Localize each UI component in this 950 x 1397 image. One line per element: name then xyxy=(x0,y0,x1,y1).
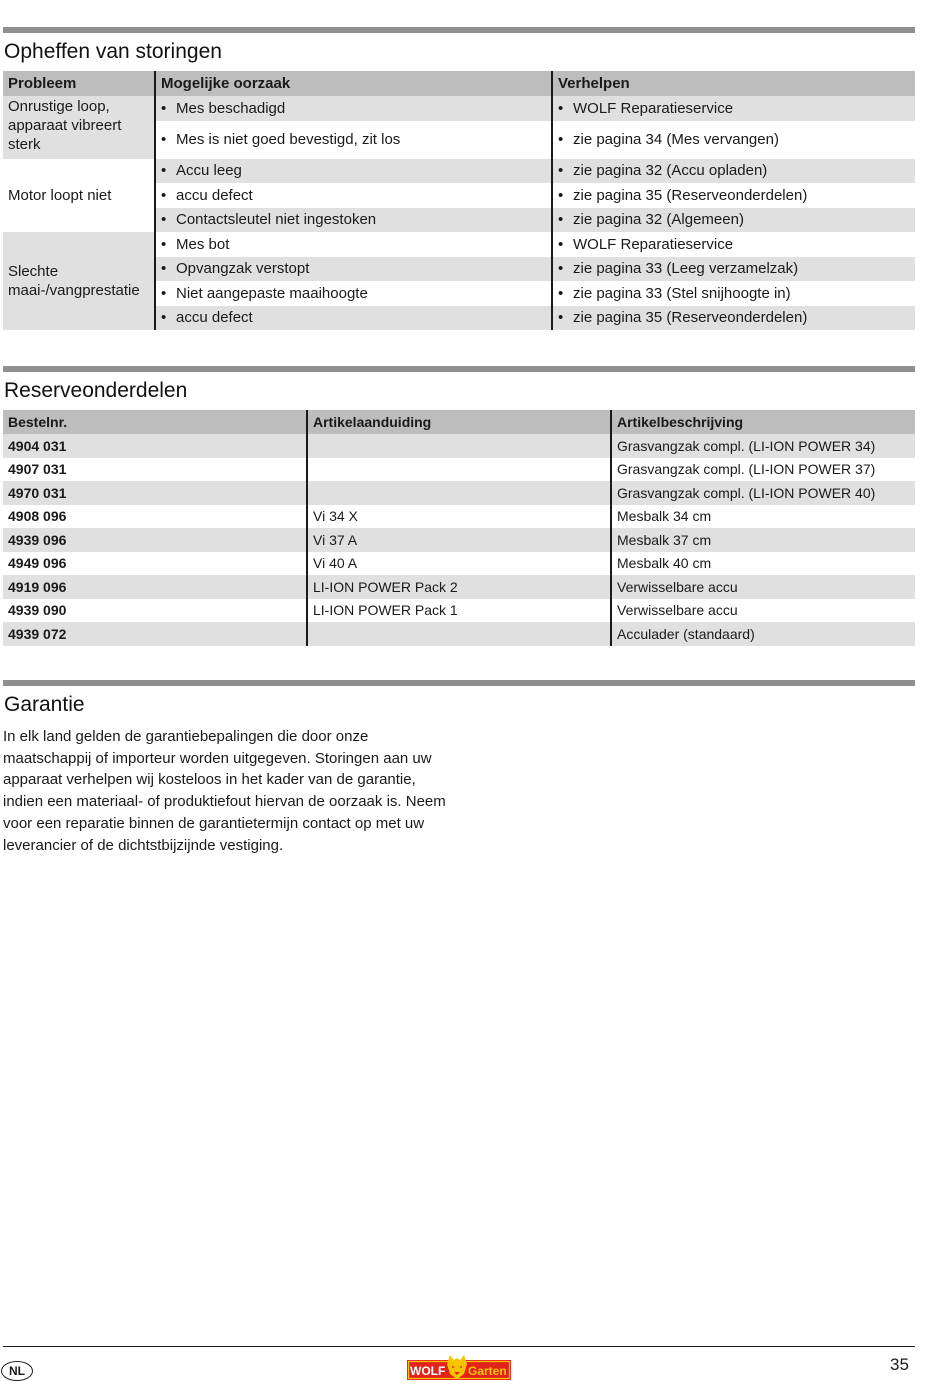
article-designation-cell: Vi 34 X xyxy=(307,505,611,529)
col-header-probleem: Probleem xyxy=(3,71,155,96)
table-row xyxy=(3,232,915,257)
article-designation-cell xyxy=(307,481,611,505)
article-description-cell: Mesbalk 40 cm xyxy=(611,552,915,576)
problem-cell: Motor loopt niet xyxy=(3,159,155,233)
article-description-cell: Mesbalk 37 cm xyxy=(611,528,915,552)
onderdelen-section xyxy=(3,366,915,646)
order-number-cell: 4970 031 xyxy=(3,481,307,505)
remedy-text: • zie pagina 34 (Mes vervangen) xyxy=(558,131,779,148)
cause-cell xyxy=(155,306,552,331)
order-number-cell: 4908 096 xyxy=(3,505,307,529)
cause-cell xyxy=(155,208,552,233)
order-number-cell: 4939 090 xyxy=(3,599,307,623)
order-number-cell: 4907 031 xyxy=(3,458,307,482)
col-header-artikelaanduiding: Artikelaanduiding xyxy=(307,410,611,434)
table-row xyxy=(3,458,915,482)
remedy-cell xyxy=(552,208,915,233)
page-number: 35 xyxy=(890,1355,909,1374)
cause-text: • Contactsleutel niet ingestoken xyxy=(161,211,376,228)
remedy-cell xyxy=(552,281,915,306)
table-row xyxy=(3,434,915,458)
cause-text: • accu defect xyxy=(161,187,253,204)
table-row xyxy=(3,159,915,184)
storingen-table xyxy=(3,71,915,330)
article-designation-cell: Vi 40 A xyxy=(307,552,611,576)
remedy-cell xyxy=(552,183,915,208)
cause-cell xyxy=(155,121,552,159)
remedy-text: • zie pagina 33 (Leeg verzamelzak) xyxy=(558,260,798,277)
table-row xyxy=(3,481,915,505)
remedy-text: • WOLF Reparatieservice xyxy=(558,100,733,117)
order-number-cell: 4939 072 xyxy=(3,622,307,646)
garantie-paragraph: In elk land gelden de garantiebepalingen die door onze maatschappij of importeur worden uitgegeven. Storingen aan uw apparaat verhelpen wij kosteloos in het kader van de garantie, indien een materiaal- of produktiefout hiervan de oorzaak is. Neem voor een reparatie binnen de garantietermijn contact op met uw leverancier of de dichtstbijzijnde vestiging. xyxy=(3,728,446,854)
remedy-text: • zie pagina 32 (Algemeen) xyxy=(558,211,744,228)
table-row xyxy=(3,96,915,121)
cause-cell xyxy=(155,281,552,306)
article-description-cell: Grasvangzak compl. (LI-ION POWER 40) xyxy=(611,481,915,505)
remedy-text: • zie pagina 35 (Reserveonderdelen) xyxy=(558,309,807,326)
section-title-garantie: Garantie xyxy=(4,693,85,716)
cause-cell xyxy=(155,232,552,257)
cause-text: • Accu leeg xyxy=(161,162,242,179)
remedy-cell xyxy=(552,96,915,121)
footer-rule xyxy=(3,1346,915,1347)
article-description-cell: Grasvangzak compl. (LI-ION POWER 34) xyxy=(611,434,915,458)
cause-cell xyxy=(155,183,552,208)
table-row xyxy=(3,575,915,599)
article-designation-cell xyxy=(307,622,611,646)
table-row xyxy=(3,505,915,529)
table-row xyxy=(3,622,915,646)
table-row xyxy=(3,552,915,576)
remedy-cell xyxy=(552,306,915,331)
article-description-cell: Verwisselbare accu xyxy=(611,599,915,623)
article-description-cell: Acculader (standaard) xyxy=(611,622,915,646)
cause-cell xyxy=(155,96,552,121)
order-number-cell: 4939 096 xyxy=(3,528,307,552)
problem-cell: Slechte maai-/vangprestatie xyxy=(3,232,155,330)
wolf-garten-logo xyxy=(407,1352,511,1387)
language-badge: NL xyxy=(1,1361,33,1381)
cause-text: • Niet aangepaste maaihoogte xyxy=(161,285,368,302)
article-designation-cell: LI-ION POWER Pack 2 xyxy=(307,575,611,599)
remedy-text: • zie pagina 32 (Accu opladen) xyxy=(558,162,767,179)
table-row xyxy=(3,528,915,552)
remedy-cell xyxy=(552,232,915,257)
table-header-row xyxy=(3,71,915,96)
onderdelen-table xyxy=(3,410,915,646)
cause-cell xyxy=(155,257,552,282)
col-header-oorzaak: Mogelijke oorzaak xyxy=(155,71,552,96)
cause-text: • accu defect xyxy=(161,309,253,326)
order-number-cell: 4904 031 xyxy=(3,434,307,458)
remedy-cell xyxy=(552,121,915,159)
article-designation-cell: LI-ION POWER Pack 1 xyxy=(307,599,611,623)
remedy-text: • zie pagina 35 (Reserveonderdelen) xyxy=(558,187,807,204)
remedy-cell xyxy=(552,257,915,282)
remedy-cell xyxy=(552,159,915,184)
table-row xyxy=(3,599,915,623)
cause-text: • Mes beschadigd xyxy=(161,100,285,117)
col-header-bestelnr: Bestelnr. xyxy=(3,410,307,434)
col-header-verhelpen: Verhelpen xyxy=(552,71,915,96)
section-title-storingen: Opheffen van storingen xyxy=(4,40,222,63)
logo-graphic xyxy=(407,1352,511,1382)
cause-text: • Mes bot xyxy=(161,236,229,253)
problem-cell: Onrustige loop, apparaat vibreert sterk xyxy=(3,96,155,159)
article-description-cell: Mesbalk 34 cm xyxy=(611,505,915,529)
cause-text: • Opvangzak verstopt xyxy=(161,260,309,277)
garantie-section xyxy=(3,680,915,856)
storingen-section xyxy=(3,27,915,330)
logo-text-garten: Garten xyxy=(468,1364,507,1378)
remedy-text: • zie pagina 33 (Stel snijhoogte in) xyxy=(558,285,791,302)
order-number-cell: 4949 096 xyxy=(3,552,307,576)
article-description-cell: Grasvangzak compl. (LI-ION POWER 37) xyxy=(611,458,915,482)
cause-text: • Mes is niet goed bevestigd, zit los xyxy=(161,131,400,148)
section-title-onderdelen: Reserveonderdelen xyxy=(4,379,188,402)
article-description-cell: Verwisselbare accu xyxy=(611,575,915,599)
table-header-row xyxy=(3,410,915,434)
article-designation-cell xyxy=(307,434,611,458)
order-number-cell: 4919 096 xyxy=(3,575,307,599)
remedy-text: • WOLF Reparatieservice xyxy=(558,236,733,253)
article-designation-cell xyxy=(307,458,611,482)
col-header-artikelbeschrijving: Artikelbeschrijving xyxy=(611,410,915,434)
logo-text-wolf: WOLF xyxy=(410,1364,446,1378)
cause-cell xyxy=(155,159,552,184)
article-designation-cell: Vi 37 A xyxy=(307,528,611,552)
